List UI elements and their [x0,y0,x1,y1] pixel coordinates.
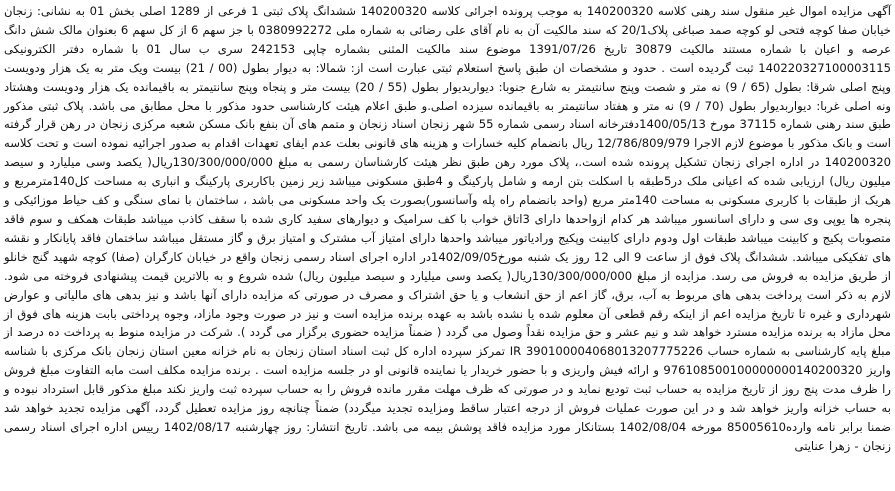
auction-notice-text: آگهی مزایده اموال غیر منقول سند رهنی کلاسه 140200320 به موجب پرونده اجرائی کلاسه 140200320 ششدانگ پلاک ثبتی 1 فرعی از 1289 اصلی بخش 01 به نشانی: زنجان خیابان صفا کوچه فتحی لو کوچه صمد صباغی پلاک20/1 که سند مالکیت آن به نام آقای علی رضائی به شماره ملی 0380992272 با جز سهم 6 از کل سهم 6 بعنوان مالک شش دانگ عرصه و اعیان با شماره مستند مالکیت 30879 تاریخ 1391/07/26 موضوع سند مالکیت المثنی بشماره چاپی 242153 سری ب سال 01 با شماره دفتر الکترونیکی 140220327100003115 ثبت گردیده است . حدود و مشخصات ان طبق پاسخ استعلام ثبتی عبارت است از: شمالا: به دیوار بطول (00 / 21) بیست ویک متر به یک هزار ودویست وپنج اصلی شرقا: بطول (65 / 9) نه متر و شصت وپنج سانتیمتر به شارع جنوبا: دیواربدیوار بطول (55 / 20) بیست متر و پنجاه وپنج سانتیمتر به باقیمانده یک هزار ودویست وهشتاد ونه اصلی غربا: دیواربدیوار بطول (70 / 9) نه متر و هفتاد سانتیمتر به باقیمانده سیزده اصلی.و طبق اعلام هیئت کارشناسی حدود مذکور با محل مطابق می باشد. پلاک ثبتی مذکور طبق سند رهنی شماره 37115 مورخ 1400/05/13دفترخانه اسناد رسمی شماره 55 شهر زنجان اسناد زنجان و متمم های آن بنفع بانک مسکن شعبه مرکزی زنجان در رهن قرار گرفته است و بانک مذکور با موضوع لازم الاجرا 12/786/809/979 ریال بانضمام کلیه خسارات و هزینه های قانونی بعلت عدم ایفای تعهدات اقدام به صدور اجرائیه نموده است و تحت کلاسه 140200320 در اداره اجرای زنجان تشکیل پرونده شده است.، پلاک مورد رهن طبق نظر هیئت کارشناسان رسمی به مبلغ 130/300/000/000ریال( یکصد وسی میلیارد و سیصد میلیون ریال) ارزیابی شده که اعیانی ملک در5طبقه با اسکلت بتن ارمه و شامل پارکینگ و 4طبق مسکونی میباشد زیر زمین باکاربری پارکینگ و انباری به مساحت کل140مترمربع و هریک از طبقات با کاربری مسکونی به مساحت 140متر مربع (واحد بانضمام راه پله وآسانسور)بصورت یک واحد مسکونی می باشد ، ساختمان با نمای سنگی و کف حیاط موزائیکی و پنجره ها یوپی وی سی و دارای اسانسور میباشد هر کدام ازواحدها دارای 3اتاق خواب با کف سرامیک و دیوارهای سفید کاری شده با سقف کاذب میباشد طبقات همکف و سوم فاقد متصوبات پکیج و کابینت میباشد طبقات اول ودوم دارای کابینت وپکیج ورادیاتور میباشد واحدها دارای امتیاز آب مشترک و امتیاز برق و گاز مستقل میباشد ساختمان فاقد پایانکار و نقشه های تفکیکی میباشد. ششدانگ پلاک فوق از ساعت 9 الی 12 روز یک شنبه مورخ1402/09/05در اداره اجرای اسناد رسمی زنجان واقع در خیابان کارگران (صفا) کوچه شهید گنج خانلو از طریق مزایده به فروش می رسد. مزایده از مبلغ 130/300/000/000ریال( یکصد وسی میلیارد و سیصد میلیون ریال) شده شروع و به بالاترین قیمت پیشنهادی فروخته می شود. لازم به ذکر است پرداخت بدهی های مربوط به آب، برق، گاز اعم از حق انشعاب و یا حق اشتراک و مصرف در صورتی که مزایده دارای آنها باشد و نیز بدهی های مالیاتی و عوارض شهرداری و غیره تا تاریخ مزایده اعم از اینکه رقم قطعی آن معلوم شده یا نشده باشد به عهده برنده مزایده است و نیز در صورت وجود مازاد، وجوه پرداختی بابت هزینه های فوق از محل مازاد به برنده مزایده مسترد خواهد شد و نیم عشر و حق مزایده نقداً وصول می گردد ( ضمناً مزایده حضوری برگزار می گردد ). شرکت در مزایده منوط به پرداخت ده درصد از مبلغ پایه کارشناسی به شماره حساب IR 390100004068013207775226 تمرکز سپرده اداره کل ثبت اسناد استان زنجان به نام خزانه معین استان زنجان بانک مرکزی با شناسه واریز 976108500100000000140200320 و ارائه فیش واریزی و با حضور خریدار یا نماینده قانونی او در جلسه مزایده است . برنده مزایده مکلف است مابه التفاوت مبلغ فروش را ظرف مدت پنج روز از تاریخ مزایده به حساب ثبت تودیع نماید و در صورتی که ظرف مهلت مقرر مانده فروش را به حساب سپرده ثبت واریز نکند مبلغ مذکور قابل استرداد نبوده و به حساب خزانه واریز خواهد شد و در این صورت عملیات فروش از درجه اعتبار ساقط ومزایده تجدید میگردد) ضمناً چنانچه روز مزایده تعطیل گردد، آگهی مزایده تجدید خواهد شد ضمنا برابر نامه وارده85005610 مورخه 1402/08/04 بستانکار مورد مزایده فاقد پوشش بیمه می باشد. تاریخ انتشار: روز چهارشنبه 1402/08/17 رییس اداره اجرای اسناد رسمی زنجان - زهرا عنایتی [4,4,892,453]
